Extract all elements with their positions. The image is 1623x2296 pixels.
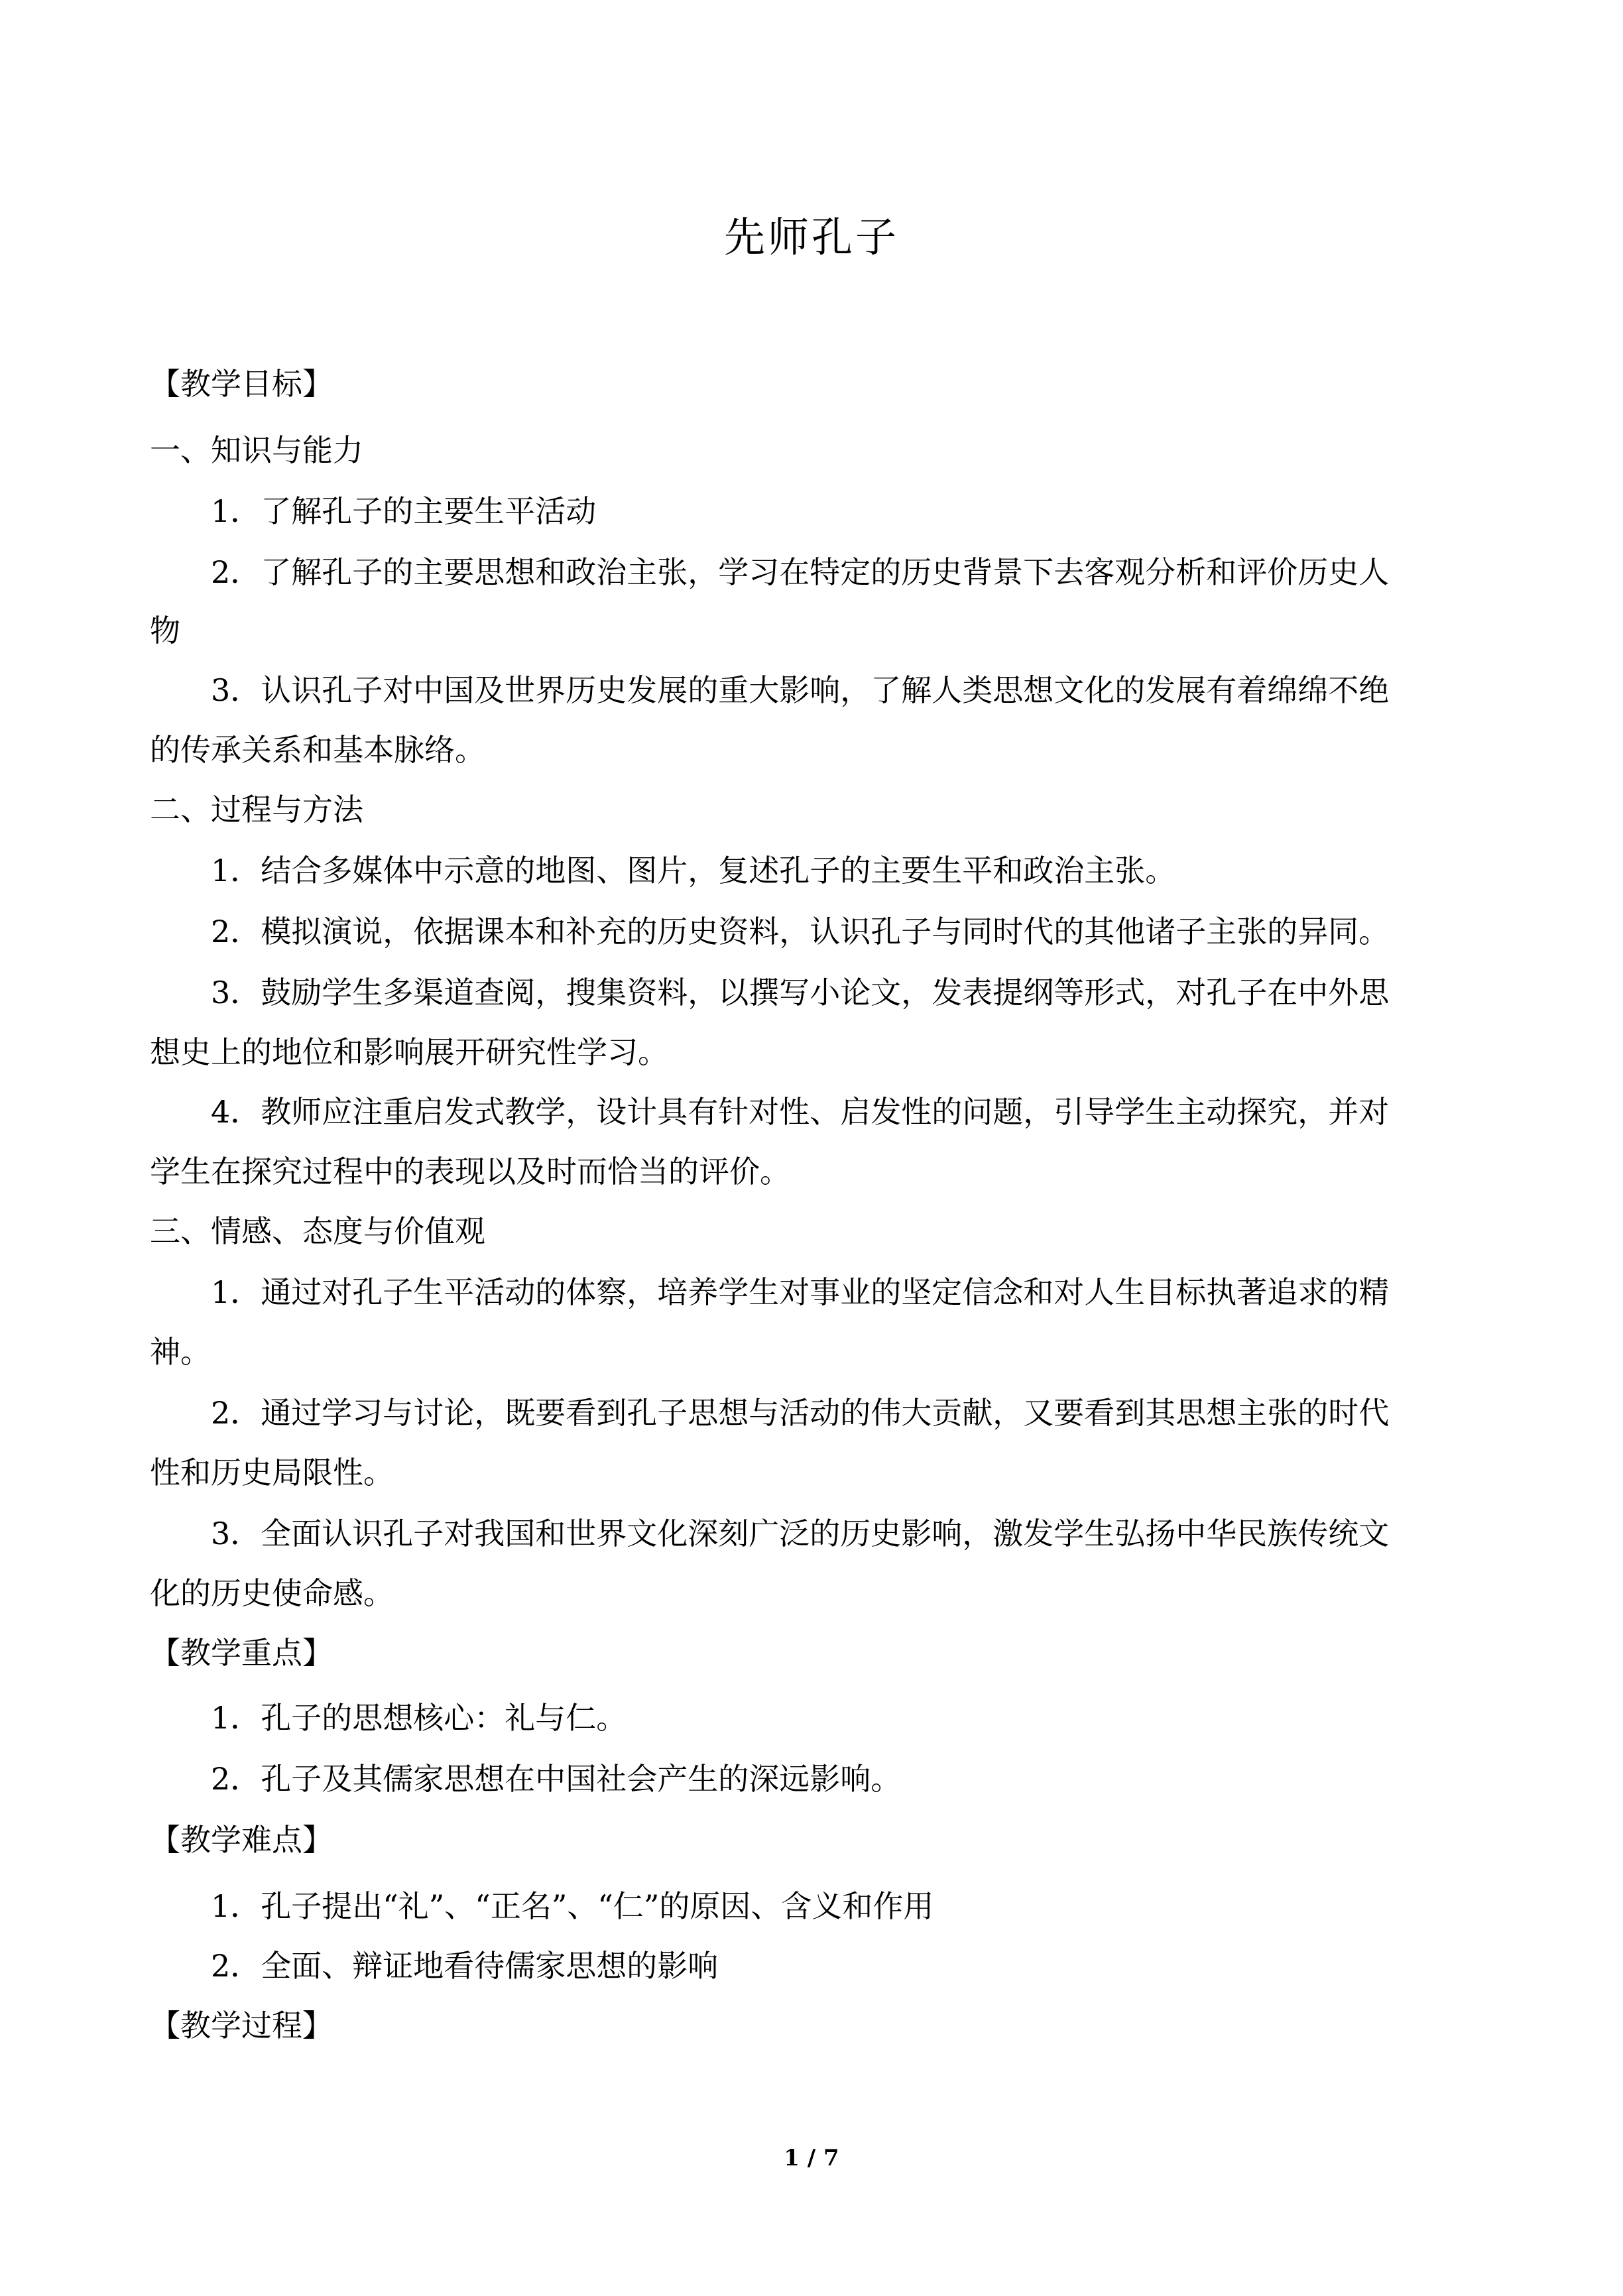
section-heading-process: 【教学过程】 — [150, 2008, 333, 2043]
page-number: 1 / 7 — [784, 2145, 839, 2171]
list-item-continuation: 神。 — [150, 1334, 211, 1370]
document-title: 先师孔子 — [723, 213, 899, 261]
list-item: 2．通过学习与讨论，既要看到孔子思想与活动的伟大贡献，又要看到其思想主张的时代 — [211, 1395, 1390, 1431]
list-item-continuation: 化的历史使命感。 — [150, 1575, 394, 1611]
list-item-continuation: 的传承关系和基本脉络。 — [150, 732, 485, 768]
list-item: 3．全面认识孔子对我国和世界文化深刻广泛的历史影响，激发学生弘扬中华民族传统文 — [211, 1516, 1390, 1551]
list-item: 3．鼓励学生多渠道查阅，搜集资料，以撰写小论文，发表提纲等形式，对孔子在中外思 — [211, 975, 1390, 1010]
subsection-heading-knowledge: 一、知识与能力 — [150, 432, 363, 468]
list-item: 2．孔子及其儒家思想在中国社会产生的深远影响。 — [211, 1761, 902, 1797]
section-heading-difficulties: 【教学难点】 — [150, 1822, 333, 1858]
list-item: 2．全面、辩证地看待儒家思想的影响 — [211, 1948, 719, 1984]
list-item: 1．通过对孔子生平活动的体察，培养学生对事业的坚定信念和对人生目标执著追求的精 — [211, 1274, 1390, 1310]
subsection-heading-process-method: 二、过程与方法 — [150, 792, 363, 827]
section-heading-objectives: 【教学目标】 — [150, 366, 333, 402]
list-item: 3．认识孔子对中国及世界历史发展的重大影响，了解人类思想文化的发展有着绵绵不绝 — [211, 672, 1390, 708]
list-item: 2．模拟演说，依据课本和补充的历史资料，认识孔子与同时代的其他诸子主张的异同。 — [211, 914, 1390, 949]
subsection-heading-values: 三、情感、态度与价值观 — [150, 1213, 485, 1249]
list-item: 4．教师应注重启发式教学，设计具有针对性、启发性的问题，引导学生主动探究，并对 — [211, 1094, 1390, 1130]
list-item-continuation: 性和历史局限性。 — [150, 1455, 394, 1490]
list-item: 1．结合多媒体中示意的地图、图片，复述孔子的主要生平和政治主张。 — [211, 853, 1176, 888]
list-item: 2．了解孔子的主要思想和政治主张，学习在特定的历史背景下去客观分析和评价历史人 — [211, 554, 1390, 590]
list-item-continuation: 学生在探究过程中的表现以及时而恰当的评价。 — [150, 1154, 790, 1189]
list-item: 1．孔子的思想核心：礼与仁。 — [211, 1700, 627, 1736]
list-item: 1．了解孔子的主要生平活动 — [211, 493, 597, 529]
list-item: 1．孔子提出“礼”、“正名”、“仁”的原因、含义和作用 — [211, 1888, 934, 1924]
list-item-continuation: 想史上的地位和影响展开研究性学习。 — [150, 1034, 668, 1070]
section-heading-key-points: 【教学重点】 — [150, 1635, 333, 1671]
list-item-continuation: 物 — [150, 613, 180, 648]
